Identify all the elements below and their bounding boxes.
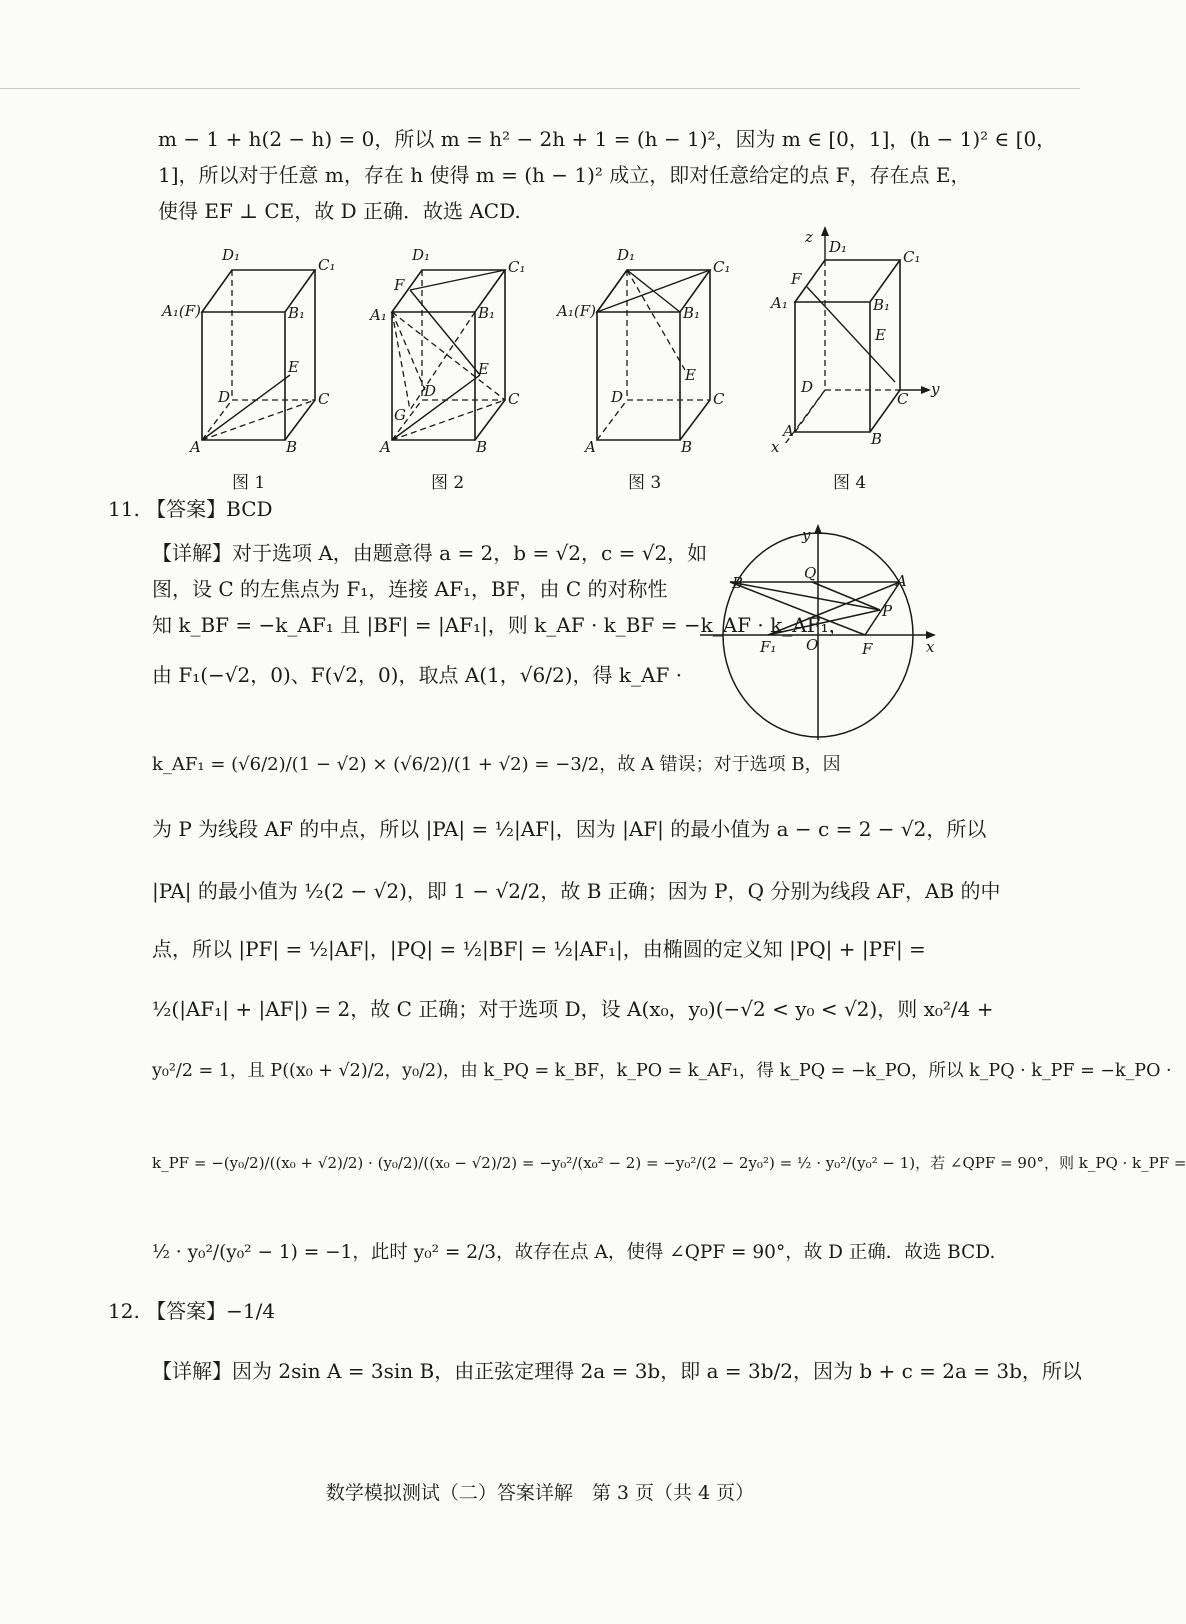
fig4-label: D₁ [829, 238, 848, 256]
fig2-label: G [394, 406, 406, 424]
caption-fig2: 图 2 [431, 473, 465, 493]
fig3-label: A₁(F) [557, 302, 596, 320]
page-footer: 数学模拟测试（二）答案详解 第 3 页（共 4 页） [325, 1482, 755, 1504]
fig1-label: A₁(F) [162, 302, 201, 320]
q11-line: 【详解】对于选项 A，由题意得 a = 2，b = √2，c = √2，如 [152, 541, 708, 565]
fig3-label: B [681, 438, 693, 456]
figure-1-cube [162, 240, 360, 460]
caption-fig3: 图 3 [628, 473, 662, 493]
fig1-label: D [218, 388, 231, 406]
top-rule [0, 88, 1080, 89]
ellipse-label: F [862, 640, 873, 658]
ellipse-figure [700, 526, 950, 750]
q11-line: ½(|AF₁| + |AF|) = 2，故 C 正确；对于选项 D，设 A(x₀，y₀)(−√2 < y₀ < √2)，则 x₀²/4 + [152, 997, 994, 1021]
figure-4-cube [771, 228, 965, 462]
fig2-label: B [476, 438, 488, 456]
fig4-label: D [801, 378, 814, 396]
fig1-label: E [288, 358, 299, 376]
fig2-label: F [394, 276, 405, 294]
fig4-label: E [875, 326, 886, 344]
fig3-label: D₁ [617, 246, 636, 264]
fig4-label: x [771, 438, 780, 456]
fig4-label: A₁ [771, 294, 788, 312]
fig1-label: B₁ [288, 304, 306, 322]
figure-3-cube [557, 240, 765, 460]
fig4-label: z [805, 228, 813, 246]
q12-line: 【详解】因为 2sin A = 3sin B，由正弦定理得 2a = 3b，即 a = 3b/2，因为 b + c = 2a = 3b，所以 [152, 1359, 1082, 1383]
text-line: 使得 EF ⊥ CE，故 D 正确．故选 ACD. [158, 199, 521, 223]
fig3-label: B₁ [683, 304, 701, 322]
text-line: 1]，所以对于任意 m，存在 h 使得 m = (h − 1)² 成立，即对任意给定的点 F，存在点 E， [158, 163, 971, 187]
q12-heading: 12. 【答案】−1/4 [108, 1299, 276, 1323]
fig2-label: B₁ [478, 304, 496, 322]
fig1-label: A [190, 438, 201, 456]
fig2-label: A₁ [370, 306, 387, 324]
ellipse-label: y [802, 526, 811, 544]
q11-line: k_AF₁ = (√6/2)/(1 − √2) × (√6/2)/(1 + √2) = −3/2，故 A 错误；对于选项 B，因 [152, 754, 841, 775]
fig4-label: B [871, 430, 883, 448]
caption-fig4: 图 4 [833, 473, 867, 493]
fig1-label: C [318, 390, 330, 408]
q11-line: y₀²/2 = 1，且 P((x₀ + √2)/2，y₀/2)，由 k_PQ = k_BF，k_PO = k_AF₁，得 k_PQ = −k_PO，所以 k_PQ · k_PF = −k_PO · [152, 1061, 1172, 1081]
ellipse-label: A [896, 572, 907, 590]
fig4-label: C [897, 390, 909, 408]
q11-line: ½ · y₀²/(y₀² − 1) = −1，此时 y₀² = 2/3，故存在点 A，使得 ∠QPF = 90°，故 D 正确．故选 BCD. [152, 1242, 996, 1263]
q11-line: |PA| 的最小值为 ½(2 − √2)，即 1 − √2/2，故 B 正确；因为 P，Q 分别为线段 AF，AB 的中 [152, 879, 1001, 903]
text-line: m − 1 + h(2 − h) = 0，所以 m = h² − 2h + 1 = (h − 1)²，因为 m ∈ [0，1]，(h − 1)² ∈ [0， [158, 127, 1057, 151]
q11-line: 图，设 C 的左焦点为 F₁，连接 AF₁，BF，由 C 的对称性 [152, 577, 668, 601]
ellipse-label: B [732, 574, 744, 592]
q11-heading: 11. 【答案】BCD [108, 497, 273, 521]
q11-line: 点，所以 |PF| = ½|AF|，|PQ| = ½|BF| = ½|AF₁|，由椭圆的定义知 |PQ| + |PF| = [152, 937, 926, 961]
ellipse-label: O [806, 636, 819, 654]
fig2-label: A [380, 438, 391, 456]
q11-line: 由 F₁(−√2，0)、F(√2，0)，取点 A(1，√6/2)，得 k_AF · [152, 663, 683, 687]
q11-line: 为 P 为线段 AF 的中点，所以 |PA| = ½|AF|，因为 |AF| 的最小值为 a − c = 2 − √2，所以 [152, 817, 987, 841]
ellipse-label: Q [804, 564, 817, 582]
fig1-label: D₁ [222, 246, 241, 264]
fig3-label: A [585, 438, 596, 456]
fig3-label: E [685, 366, 696, 384]
fig1-label: B [286, 438, 298, 456]
fig4-label: C₁ [903, 248, 921, 266]
ellipse-label: x [926, 638, 935, 656]
fig4-label: A [783, 422, 794, 440]
fig2-label: D [424, 382, 437, 400]
fig4-label: F [791, 270, 802, 288]
fig3-label: D [611, 388, 624, 406]
fig4-label: B₁ [873, 296, 891, 314]
fig3-label: C₁ [713, 258, 731, 276]
q11-line: k_PF = −(y₀/2)/((x₀ + √2)/2) · (y₀/2)/((x₀ − √2)/2) = −y₀²/(x₀² − 2) = −y₀²/(2 − 2y₀²) = ½ · y₀²/(y₀² − 1)，若 ∠QPF = 90°，则 k_PQ · k_PF = [152, 1154, 1186, 1172]
figure-2-cube [370, 240, 560, 460]
fig2-label: C₁ [508, 258, 526, 276]
fig1-label: C₁ [318, 256, 336, 274]
caption-fig1: 图 1 [232, 473, 266, 493]
fig2-label: C [508, 390, 520, 408]
ellipse-label: F₁ [760, 638, 777, 656]
ellipse-label: P [882, 602, 893, 620]
fig4-label: y [931, 380, 940, 398]
fig3-label: C [713, 390, 725, 408]
fig2-label: E [478, 360, 489, 378]
fig2-label: D₁ [412, 246, 431, 264]
q11-line: 知 k_BF = −k_AF₁ 且 |BF| = |AF₁|，则 k_AF · k_BF = −k_AF · k_AF₁， [152, 613, 849, 637]
